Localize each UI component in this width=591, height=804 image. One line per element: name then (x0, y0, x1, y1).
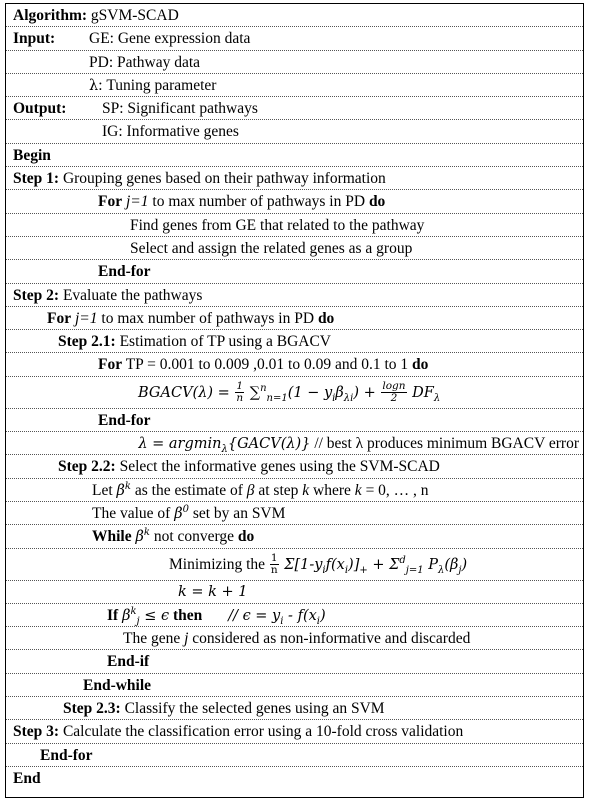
step3-row (6, 720, 583, 743)
end-for-keyword: End-for (98, 411, 151, 429)
step23-text: Classify the selected genes using an SVM (124, 700, 385, 718)
end-for-row-2 (6, 409, 583, 432)
loop-index-j: j=1 (125, 193, 149, 211)
let-post: at step (258, 481, 299, 499)
output-row-ig (6, 120, 583, 143)
find-genes-row (6, 214, 583, 237)
do-keyword: do (412, 356, 429, 374)
output-ig: IG: Informative genes (102, 123, 239, 141)
input-row-lambda (6, 74, 583, 97)
value-post: set by an SVM (192, 504, 286, 522)
then-keyword: then (173, 606, 203, 624)
k-symbol: k (354, 481, 362, 499)
step21-text: Estimation of TP using a BGACV (119, 333, 331, 351)
input-ge: GE: Gene expression data (89, 30, 251, 48)
beta-condition: $\beta^k_j \le \epsilon$ (122, 606, 170, 627)
loop2-text: to max number of pathways in PD (101, 309, 315, 327)
minimizing-row (6, 549, 583, 581)
find-genes-text: Find genes from GE that related to the pathway (130, 216, 425, 234)
beta-0-symbol: $\beta^0$ (174, 504, 189, 522)
step23-row (6, 697, 583, 720)
minimizing-text: Minimizing the (169, 555, 266, 573)
algorithm-box (5, 3, 584, 798)
let-pre: Let (92, 481, 113, 499)
let-beta-row (6, 479, 583, 502)
step22-text: Select the informative genes using the SVM-SCAD (119, 458, 440, 476)
output-sp: SP: Significant pathways (102, 100, 258, 118)
begin-row (6, 144, 583, 167)
end-for-keyword: End-for (40, 746, 93, 764)
tp-loop-text: TP = 0.001 to 0.009 ,0.01 to 0.09 and 0.1 to 1 (125, 356, 409, 374)
step22-row (6, 455, 583, 478)
do-keyword: do (317, 309, 335, 327)
k-increment-row (6, 581, 583, 604)
tp-loop-row (6, 353, 583, 376)
lambda-argmin-row (6, 432, 583, 455)
do-keyword: do (368, 193, 386, 211)
end-keyword: End (13, 769, 41, 787)
discard-post: considered as non-informative and discarded (192, 630, 471, 648)
step23-label: Step 2.3: (63, 700, 121, 718)
step2-label: Step 2: (13, 286, 60, 304)
k-increment-formula: k = k + 1 (178, 583, 248, 600)
for-keyword: For (98, 356, 123, 374)
step21-row (6, 330, 583, 353)
end-for-keyword: End-for (98, 263, 151, 281)
while-row (6, 525, 583, 548)
for-loop1-row (6, 190, 583, 213)
lambda-argmin-formula: λ = argmin$_\lambda${GACV(λ)} (138, 436, 311, 455)
assign-group-row (6, 237, 583, 260)
step2-row (6, 284, 583, 307)
input-lambda: : Tuning parameter (98, 76, 217, 94)
output-label: Output: (13, 100, 67, 118)
algorithm-name: gSVM-SCAD (90, 7, 179, 24)
step22-label: Step 2.2: (58, 458, 116, 476)
input-row-pd (6, 51, 583, 74)
algorithm-header-row (6, 4, 583, 27)
beta-symbol: β (246, 481, 255, 499)
output-row (6, 97, 583, 120)
algorithm-label: Algorithm: (13, 7, 88, 24)
end-if-row (6, 650, 583, 673)
discard-row (6, 627, 583, 650)
let-mid: as the estimate of (134, 481, 243, 499)
step3-text: Calculate the classification error using a 10-fold cross validation (62, 723, 464, 741)
not-converge-text: not converge (153, 528, 235, 546)
end-while-row (6, 674, 583, 697)
value-pre: The value of (92, 504, 171, 522)
while-keyword: While (92, 528, 132, 546)
bgacv-formula: BGACV(λ) = $\frac{1}{n}$ $\sum^n_{n=1}(1 - y_i\beta_{\lambda i})$ + $\frac{\log n}{2}$ $DF_\lambda$ (138, 380, 441, 405)
loop1-text: to max number of pathways in PD (152, 193, 366, 211)
for-keyword: For (98, 193, 123, 211)
step1-label: Step 1: (13, 170, 60, 188)
step1-text: Grouping genes based on their pathway information (62, 170, 386, 188)
let-where: where (313, 481, 351, 499)
lambda-symbol: λ (89, 77, 99, 94)
step2-text: Evaluate the pathways (62, 286, 203, 304)
let-range: = 0, … , n (365, 481, 429, 499)
step3-label: Step 3: (13, 723, 60, 741)
for-loop2-row (6, 307, 583, 330)
step1-row (6, 167, 583, 190)
begin-keyword: Begin (13, 146, 51, 164)
beta-k-symbol: $\beta^k$ (116, 480, 131, 499)
beta-k-symbol: $\beta^k$ (135, 527, 150, 546)
beta0-row (6, 502, 583, 525)
discard-pre: The gene (123, 630, 181, 648)
do-keyword: do (237, 528, 255, 546)
if-row (6, 604, 583, 627)
svm-scad-objective: $\frac{1}{n}$ $\Sigma[1-y_if(x_i)]_+ + \Sigma^d_{j=1}$ $P_\lambda(\beta_j)$ (270, 552, 468, 577)
lambda-comment: // best λ produces minimum BGACV error (314, 435, 579, 453)
input-row (6, 27, 583, 50)
end-for-row-1 (6, 260, 583, 283)
epsilon-comment: // $\epsilon = y_i - f(x_i)$ (228, 607, 326, 627)
step21-label: Step 2.1: (58, 333, 116, 351)
if-keyword: If (107, 606, 119, 624)
end-row (6, 767, 583, 790)
for-keyword: For (47, 309, 72, 327)
input-pd: PD: Pathway data (89, 53, 201, 71)
assign-group-text: Select and assign the related genes as a group (130, 239, 413, 257)
bgacv-formula-row (6, 377, 583, 409)
end-for-row-3 (6, 744, 583, 767)
input-label: Input: (13, 30, 56, 48)
end-if-keyword: End-if (107, 653, 150, 671)
k-symbol: k (302, 481, 310, 499)
gene-j-symbol: j (184, 630, 189, 648)
end-while-keyword: End-while (83, 676, 152, 694)
loop-index-j: j=1 (74, 309, 98, 327)
